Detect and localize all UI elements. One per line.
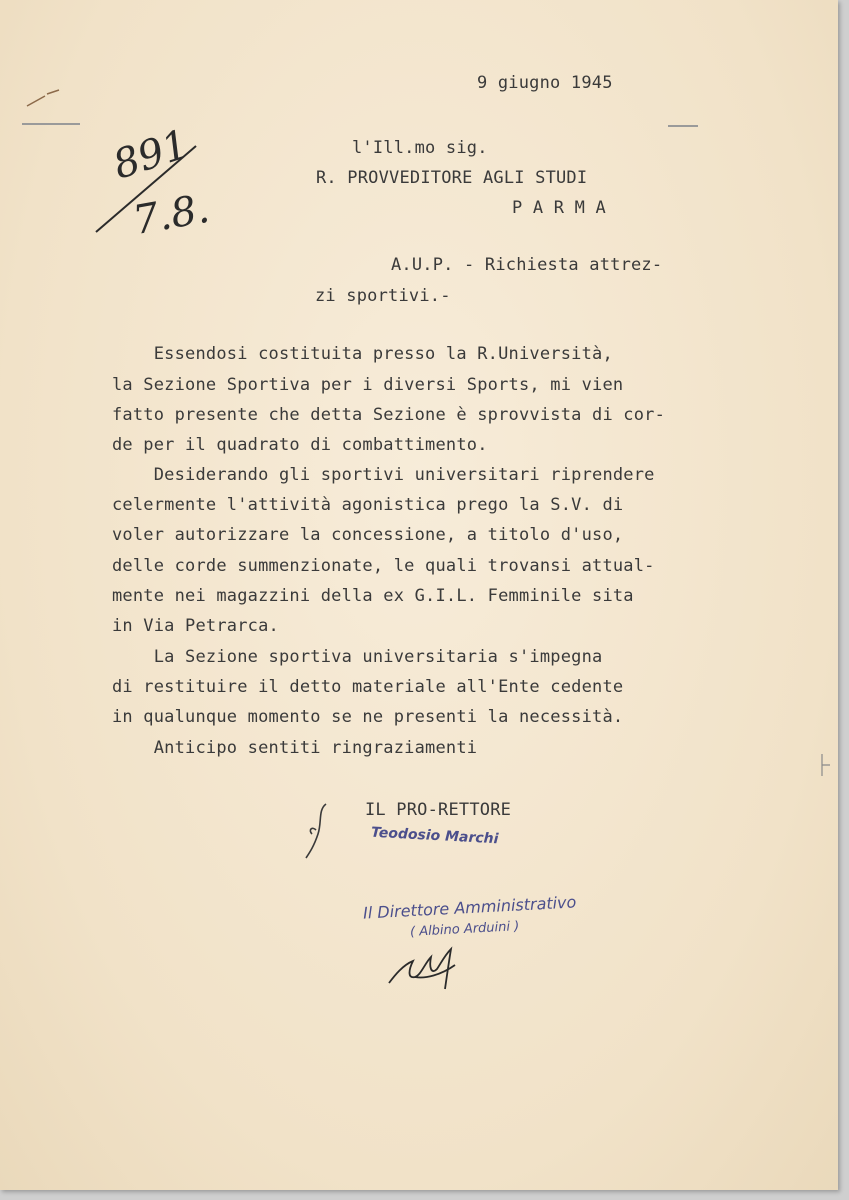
body-line: delle corde summenzionate, le quali trovansi attual- (112, 556, 655, 576)
body-line: Anticipo sentiti ringraziamenti (112, 738, 478, 758)
right-edge-mark (818, 750, 834, 780)
admin-handwritten-signature (385, 935, 485, 995)
body-line: in Via Petrarca. (112, 616, 279, 636)
handwritten-initial-signature (298, 800, 338, 862)
body-line: de per il quadrato di combattimento. (112, 435, 488, 455)
recipient-name: R. PROVVEDITORE AGLI STUDI (316, 168, 588, 188)
body-line: Desiderando gli sportivi universitari riprendere (112, 465, 655, 485)
admin-stamp-title: Il Direttore Amministrativo (362, 892, 577, 923)
recipient-city: P A R M A (512, 198, 606, 218)
body-line: celermente l'attività agonistica prego la S.V. di (112, 495, 624, 515)
subject-line-1: A.U.P. - Richiesta attrez- (391, 255, 663, 275)
body-line: la Sezione Sportiva per i diversi Sports, mi vien (112, 375, 624, 395)
recipient-salutation: l'Ill.mo sig. (352, 138, 488, 158)
body-line: in qualunque momento se ne presenti la necessità. (112, 707, 624, 727)
left-margin-mark (22, 123, 80, 125)
right-margin-mark (668, 125, 698, 127)
subject-line-2: zi sportivi.- (315, 286, 451, 306)
signatory-stamp-name: Teodosio Marchi (370, 824, 499, 848)
body-line: di restituire il detto materiale all'Ente cedente (112, 677, 624, 697)
protocol-number: 891 (107, 121, 195, 189)
protocol-fraction: 7.8. (129, 185, 213, 245)
body-line: mente nei magazzini della ex G.I.L. Femminile sita (112, 586, 634, 606)
letter-date: 9 giugno 1945 (477, 73, 613, 93)
body-line: Essendosi costituita presso la R.Università, (112, 344, 613, 364)
admin-stamp-name: ( Albino Arduini ) (409, 919, 520, 940)
body-line: fatto presente che detta Sezione è sprovvista di cor- (112, 405, 666, 425)
corner-pencil-mark (25, 88, 65, 110)
body-line: La Sezione sportiva universitaria s'impegna (112, 647, 603, 667)
body-line: voler autorizzare la concessione, a titolo d'uso, (112, 525, 624, 545)
signatory-title: IL PRO-RETTORE (365, 800, 512, 820)
